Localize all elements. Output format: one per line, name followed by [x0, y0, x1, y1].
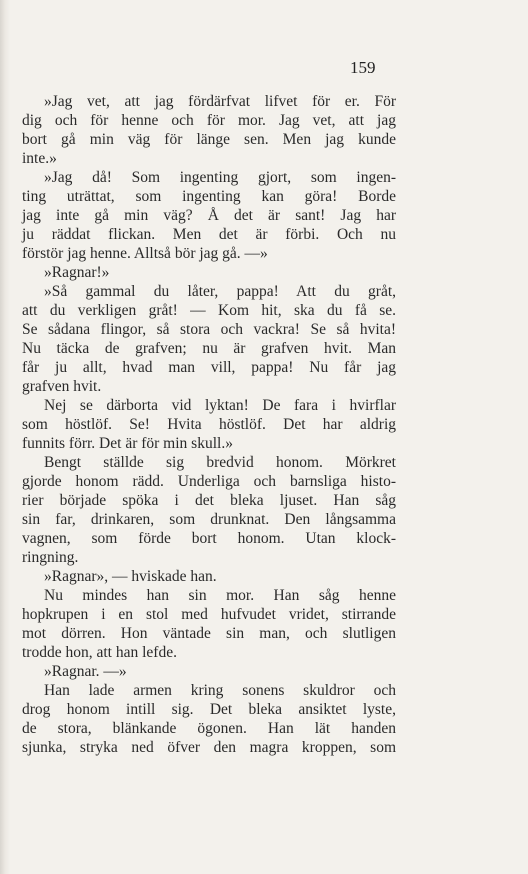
- page-number: 159: [350, 58, 376, 77]
- text-line: mot dörren. Hon väntade sin man, och slutligen: [22, 625, 396, 642]
- text-line: grafven hvit.: [22, 378, 102, 395]
- text-line: »Så gammal du låter, pappa! Att du gråt,: [44, 283, 396, 300]
- text-line: trodde hon, att han lefde.: [22, 644, 177, 661]
- text-line: »Jag vet, att jag fördärfvat lifvet för er. För: [44, 93, 396, 110]
- text-line: »Ragnar. —»: [44, 663, 127, 680]
- text-line: Se sådana flingor, så stora och vackra! Se så hvita!: [22, 321, 396, 338]
- text-line: Nej se därborta vid lyktan! De fara i hvirflar: [44, 397, 396, 414]
- text-line: får ju allt, hvad man vill, pappa! Nu får jag: [22, 359, 396, 376]
- text-line: Bengt ställde sig bredvid honom. Mörkret: [44, 454, 396, 471]
- text-line: »Ragnar!»: [44, 264, 110, 281]
- text-line: jag inte gå min väg? Å det är sant! Jag har: [22, 207, 396, 224]
- text-line: sin far, drinkaren, som drunknat. Den långsamma: [22, 511, 396, 528]
- text-line: bort gå min väg för länge sen. Men jag kunde: [22, 131, 396, 148]
- text-line: »Jag då! Som ingenting gjort, som ingen-: [44, 169, 396, 186]
- text-line: gjorde honom rädd. Underliga och barnsliga histo-: [22, 473, 396, 490]
- text-line: inte.»: [22, 150, 57, 167]
- text-line: Nu täcka de grafven; nu är grafven hvit. Man: [22, 340, 396, 357]
- text-line: ringning.: [22, 549, 79, 566]
- text-line: vagnen, som förde bort honom. Utan klock-: [22, 530, 396, 547]
- text-line: drog honom intill sig. Det bleka ansiktet lyste,: [22, 701, 396, 718]
- text-line: rier började spöka i det bleka ljuset. Han såg: [22, 492, 396, 509]
- text-line: sjunka, stryka ned öfver den magra kroppen, som: [22, 739, 396, 756]
- body-text: [22, 92, 396, 757]
- text-line: Han lade armen kring sonens skuldror och: [44, 682, 396, 699]
- text-line: att du verkligen gråt! — Kom hit, ska du få se.: [22, 302, 396, 319]
- text-line: ju räddat flickan. Men det är förbi. Och nu: [22, 226, 396, 243]
- text-line: dig och för henne och för mor. Jag vet, att jag: [22, 112, 396, 129]
- text-line: funnits förr. Det är för min skull.»: [22, 435, 233, 452]
- text-line: som höstlöf. Se! Hvita höstlöf. Det har aldrig: [22, 416, 396, 433]
- text-line: Nu mindes han sin mor. Han såg henne: [44, 587, 396, 604]
- text-line: ting uträttat, som ingenting kan göra! Borde: [22, 188, 396, 205]
- text-line: förstör jag henne. Alltså bör jag gå. —»: [22, 245, 268, 262]
- text-line: hopkrupen i en stol med hufvudet vridet, stirrande: [22, 606, 396, 623]
- text-line: de stora, blänkande ögonen. Han lät handen: [22, 720, 396, 737]
- page-gutter-shadow: [0, 0, 10, 874]
- text-line: »Ragnar», — hviskade han.: [44, 568, 217, 585]
